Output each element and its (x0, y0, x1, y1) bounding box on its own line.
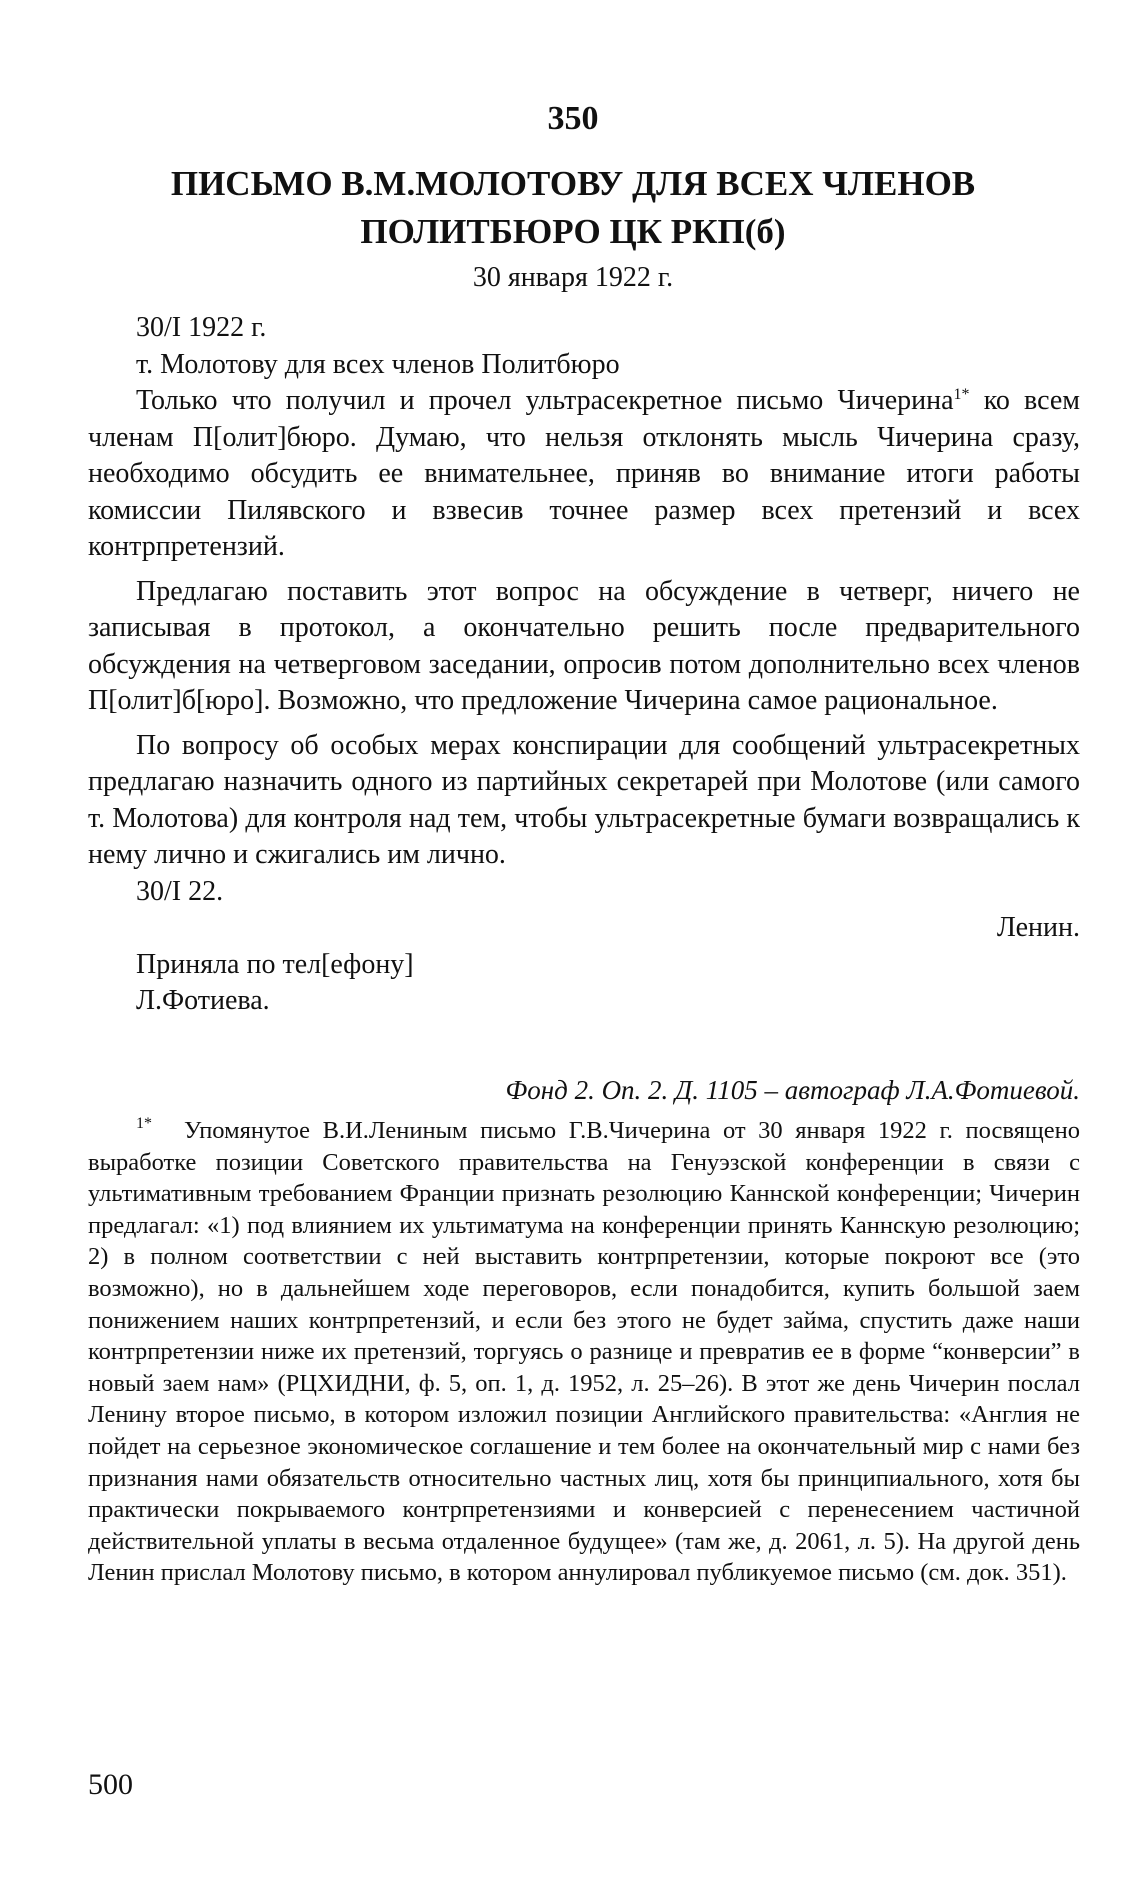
letter-body (88, 310, 1080, 1020)
letter-paragraph-3: По вопросу об особых мерах конспирации для сообщений ультрасекретных предлагаю назначить одного из партийных секретарей при Молотове (или самого т. Молотова) для контроля над тем, чтобы ультрасекретные бумаги возвращались к нему лично и сжигались им лично. (88, 729, 1080, 870)
document-title (0, 160, 1146, 256)
letter-paragraph-1 (88, 383, 1080, 566)
archive-reference: Фонд 2. Оп. 2. Д. 1105 – автограф Л.А.Фотиевой. (505, 1075, 1080, 1105)
title-line: ПОЛИТБЮРО ЦК РКП(б) (360, 212, 786, 251)
letter-paragraph-2: Предлагаю поставить этот вопрос на обсуждение в четверг, ничего не записывая в протокол, а окончательно решить после предварительного обсуждения на четверговом заседании, опросив потом дополнительно всех членов П[олит]б[юро]. Возможно, что предложение Чичерина самое рациональное. (88, 575, 1080, 716)
footnote-reference[interactable]: 1* (953, 386, 970, 403)
page-number: 500 (88, 1768, 133, 1801)
letter-header-date: 30/I 1922 г. (136, 312, 267, 343)
letter-closing-date: 30/I 22. (136, 875, 224, 907)
document-number: 350 (547, 100, 599, 137)
footnote-marker-text: 1* (136, 1115, 152, 1132)
footnote-marker (88, 1115, 184, 1147)
footnote (88, 1115, 1080, 1589)
letter-signature: Ленин. (996, 912, 1080, 943)
footnote-text: Упомянутое В.И.Лениным письмо Г.В.Чичерина от 30 января 1922 г. посвящено выработке позиции Советского правительства на Генуэзской конференции в связи с ультимативным требованием Франции признать резолюцию Каннской конференции; Чичерин предлагал: «1) под влиянием их ультиматума на конференции принять Каннскую резолюцию; 2) в полном соответствии с ней выставить контрпретензии, которые покроют все (это возможно), но в дальнейшем ходе переговоров, если понадобится, купить большой заем понижением наших контрпретензий, и если без этого не будет займа, спустить даже наши контрпретензии ниже их претензий, торгуясь о разнице и превратив ее в форме “конверсии” в новый заем нам» (РЦХИДНИ, ф. 5, оп. 1, д. 1952, л. 25–26). В этот же день Чичерин послал Ленину второе письмо, в котором изложил позиции Английского правительства: «Англия не пойдет на серьезное экономическое соглашение и тем более на окончательный мир с нами без признания нами обязательств относительно частных лиц, хотя бы принципиального, хотя бы практически покрываемого контрпретензиями и конверсией с перенесением частичной действительной уплаты в весьма отдаленное будущее» (там же, д. 2061, л. 5). На другой день Ленин прислал Молотову письмо, в котором аннулировал публикуемое письмо (см. док. 351). (88, 1117, 1080, 1587)
letter-addressee: т. Молотову для всех членов Политбюро (136, 348, 620, 380)
title-line: ПИСЬМО В.М.МОЛОТОВУ ДЛЯ ВСЕХ ЧЛЕНОВ (170, 164, 976, 203)
paragraph-text: Только что получил и прочел ультрасекретное письмо Чичерина (136, 385, 954, 416)
paragraph-text: ко всем членам П[олит]бюро. Думаю, что нельзя отклонять мысль Чичерина сразу, необходимо обсудить ее внимательнее, приняв во внимание итоги работы комиссии Пилявского и взвесив точнее размер всех претензий и всех контрпретензий. (88, 385, 1080, 562)
letter-received-note: Приняла по тел[ефону] (136, 948, 414, 980)
document-date: 30 января 1922 г. (472, 262, 674, 293)
letter-received-by: Л.Фотиева. (136, 985, 270, 1016)
